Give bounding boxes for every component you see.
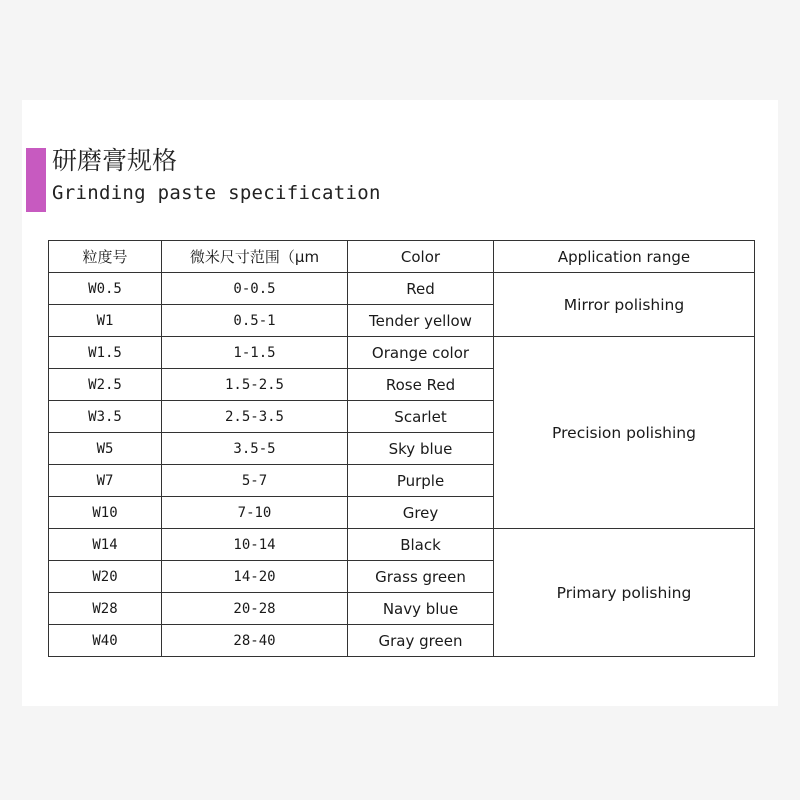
cell-color: Black	[348, 529, 494, 561]
cell-micron-size: 7-10	[162, 497, 348, 529]
cell-color: Sky blue	[348, 433, 494, 465]
cell-micron-size: 10-14	[162, 529, 348, 561]
cell-color: Gray green	[348, 625, 494, 657]
cell-grade: W5	[49, 433, 162, 465]
header-grade: 粒度号	[49, 241, 162, 273]
header-micron-size: 微米尺寸范围（μm	[162, 241, 348, 273]
cell-micron-size: 1-1.5	[162, 337, 348, 369]
table-row	[49, 529, 755, 561]
cell-color: Red	[348, 273, 494, 305]
cell-color: Rose Red	[348, 369, 494, 401]
cell-grade: W1	[49, 305, 162, 337]
table-body	[49, 273, 755, 657]
table-header-row	[49, 241, 755, 273]
header-color: Color	[348, 241, 494, 273]
cell-color: Orange color	[348, 337, 494, 369]
cell-grade: W1.5	[49, 337, 162, 369]
cell-grade: W10	[49, 497, 162, 529]
cell-application-range: Precision polishing	[494, 337, 755, 529]
title-accent-bar	[26, 148, 46, 212]
cell-grade: W2.5	[49, 369, 162, 401]
cell-color: Tender yellow	[348, 305, 494, 337]
cell-micron-size: 0-0.5	[162, 273, 348, 305]
specification-table	[48, 240, 755, 657]
cell-grade: W28	[49, 593, 162, 625]
cell-color: Navy blue	[348, 593, 494, 625]
cell-grade: W14	[49, 529, 162, 561]
cell-color: Grass green	[348, 561, 494, 593]
cell-application-range: Primary polishing	[494, 529, 755, 657]
page-title-chinese: 研磨膏规格	[52, 146, 178, 175]
cell-grade: W40	[49, 625, 162, 657]
cell-grade: W3.5	[49, 401, 162, 433]
cell-micron-size: 2.5-3.5	[162, 401, 348, 433]
cell-micron-size: 5-7	[162, 465, 348, 497]
cell-grade: W7	[49, 465, 162, 497]
cell-application-range: Mirror polishing	[494, 273, 755, 337]
cell-micron-size: 0.5-1	[162, 305, 348, 337]
cell-micron-size: 28-40	[162, 625, 348, 657]
cell-color: Scarlet	[348, 401, 494, 433]
cell-grade: W0.5	[49, 273, 162, 305]
cell-micron-size: 3.5-5	[162, 433, 348, 465]
cell-color: Grey	[348, 497, 494, 529]
cell-color: Purple	[348, 465, 494, 497]
page-title-english: Grinding paste specification	[52, 182, 381, 204]
cell-micron-size: 1.5-2.5	[162, 369, 348, 401]
cell-grade: W20	[49, 561, 162, 593]
cell-micron-size: 20-28	[162, 593, 348, 625]
cell-micron-size: 14-20	[162, 561, 348, 593]
table-row	[49, 273, 755, 305]
table-row	[49, 337, 755, 369]
header-application-range: Application range	[494, 241, 755, 273]
